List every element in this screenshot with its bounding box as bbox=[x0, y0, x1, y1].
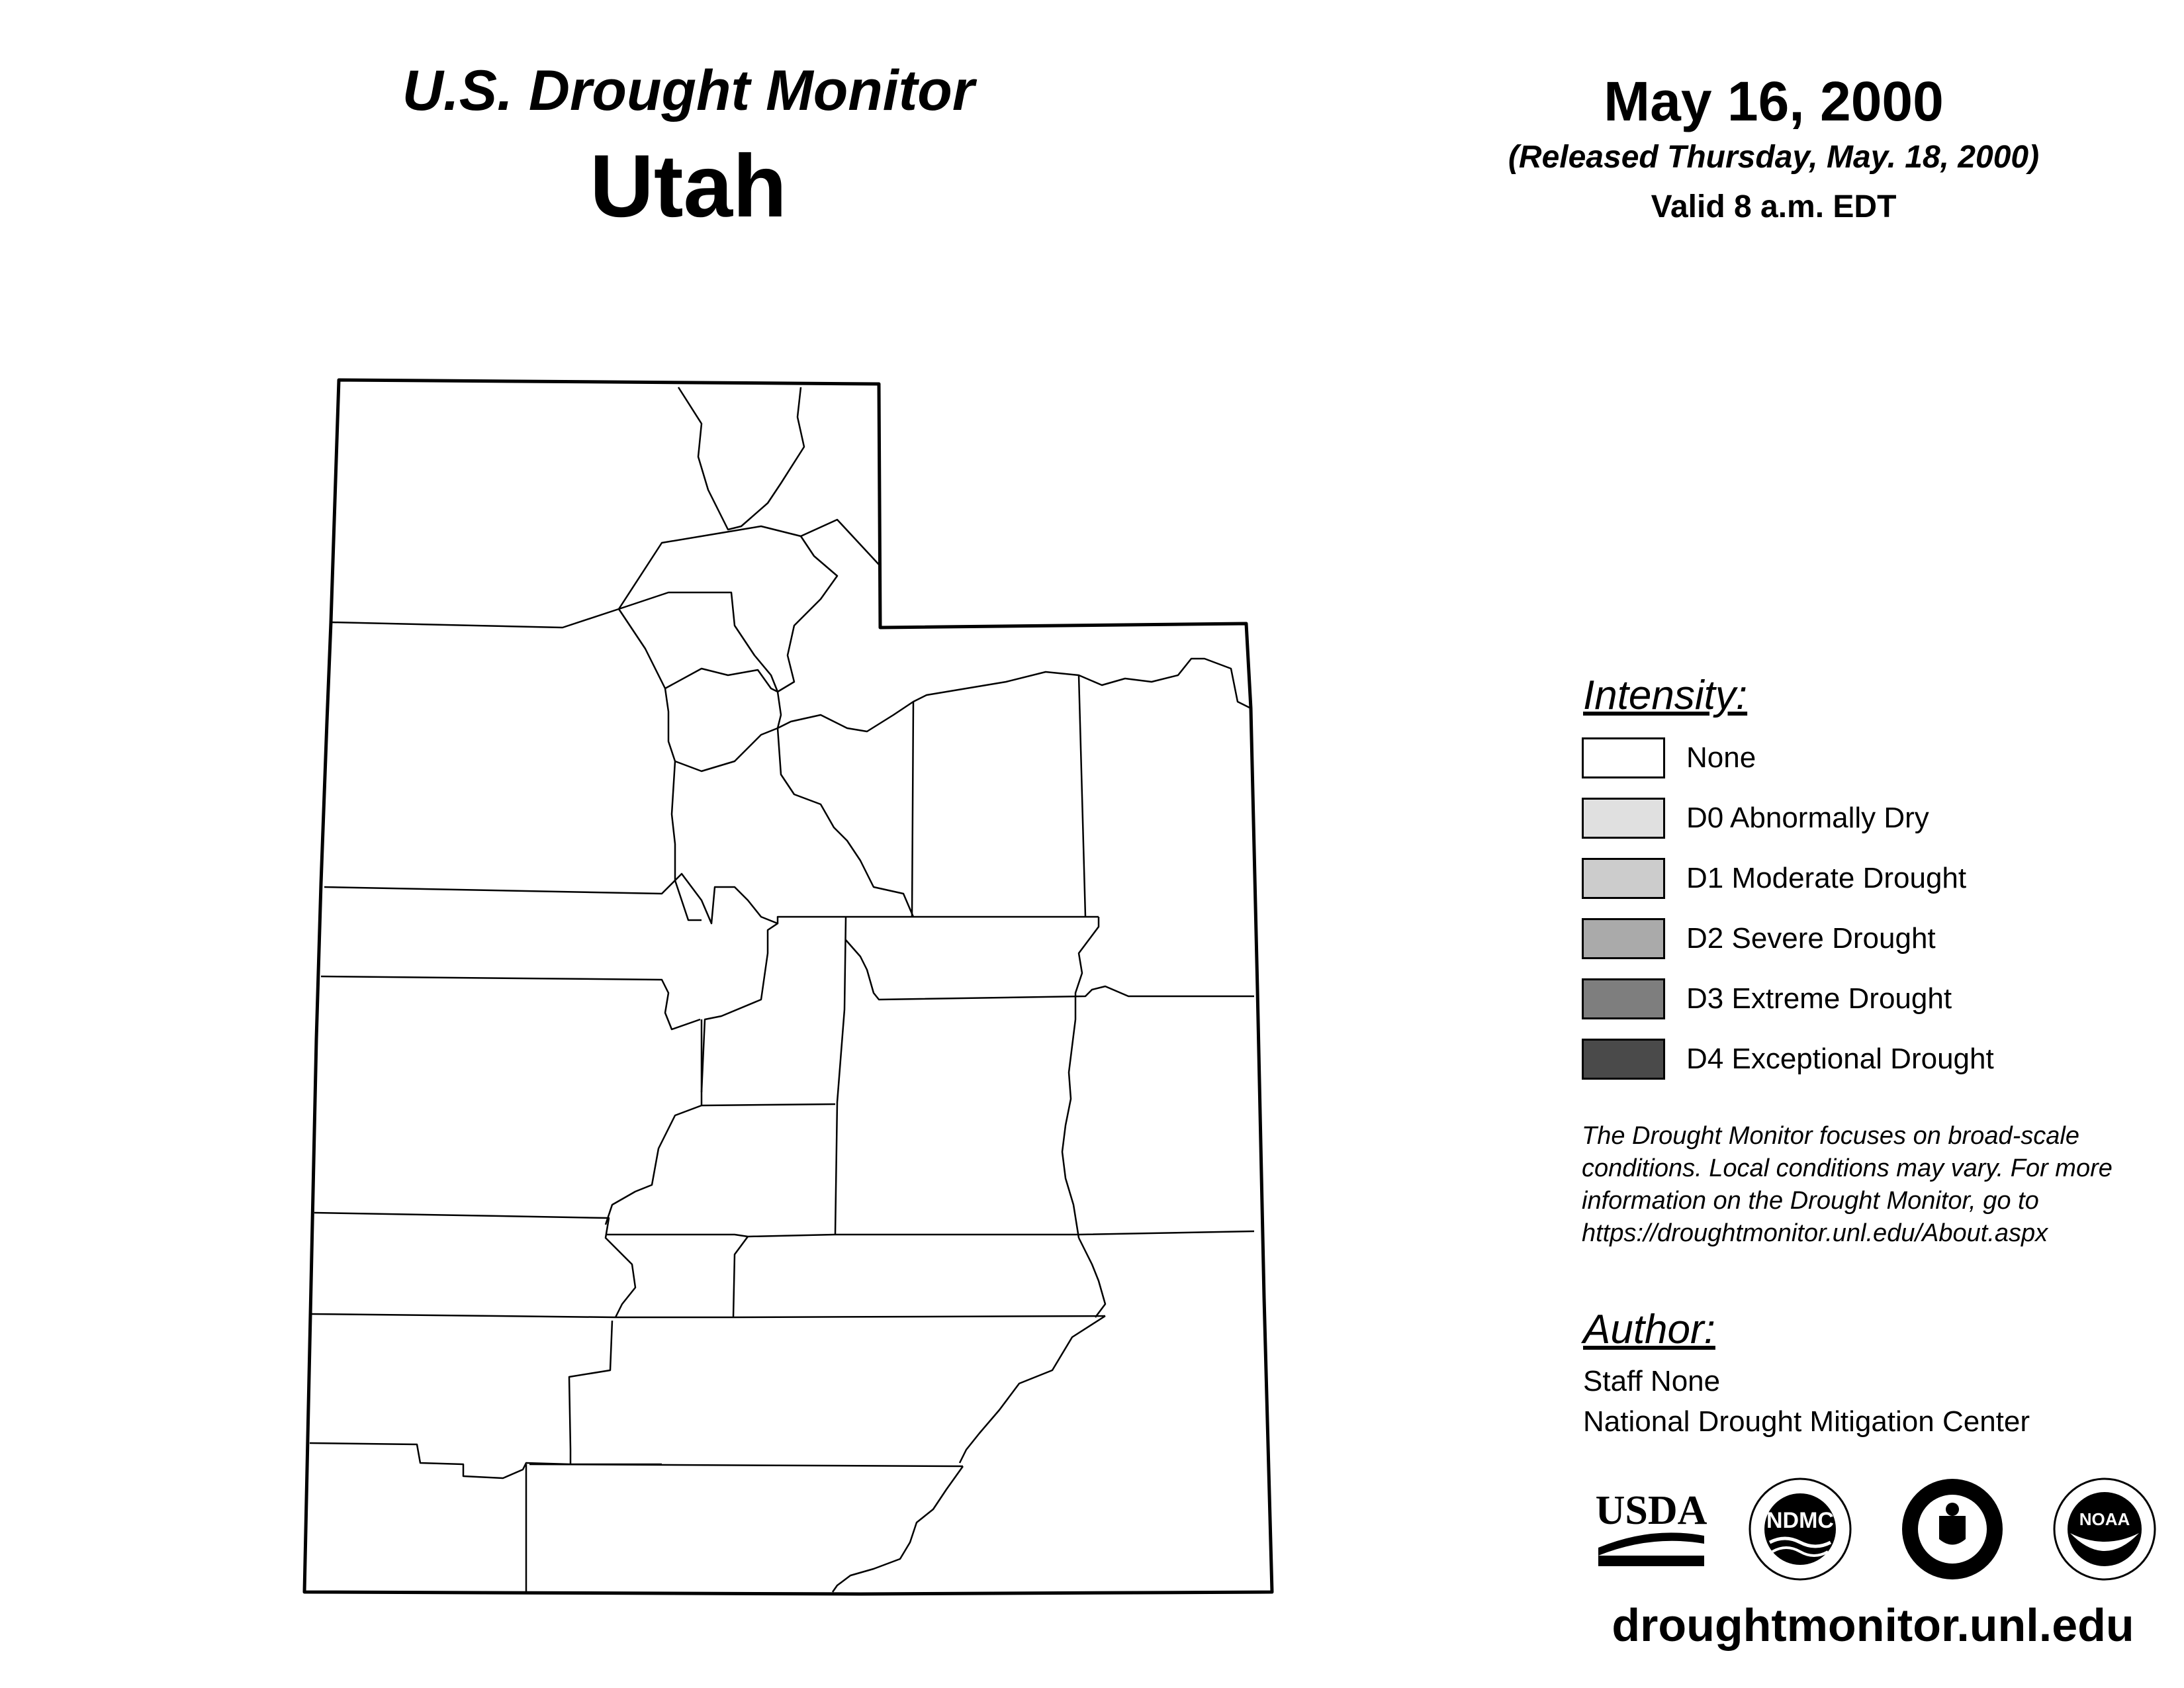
legend-swatch-d1 bbox=[1582, 858, 1665, 899]
legend-label: D4 Exceptional Drought bbox=[1686, 1043, 1994, 1075]
legend-label: D1 Moderate Drought bbox=[1686, 862, 1967, 894]
county-line bbox=[733, 1237, 748, 1317]
county-line bbox=[321, 976, 700, 1029]
county-line bbox=[912, 702, 913, 917]
county-line bbox=[619, 609, 675, 761]
valid-time: Valid 8 a.m. EDT bbox=[1651, 189, 1897, 224]
website-link[interactable]: droughtmonitor.unl.edu bbox=[1612, 1599, 2134, 1651]
note-line: conditions. Local conditions may vary. For more bbox=[1582, 1154, 2113, 1182]
county-line bbox=[960, 1316, 1105, 1463]
county-line bbox=[324, 874, 1099, 923]
legend-item-d0 bbox=[1582, 796, 1929, 840]
county-line bbox=[672, 761, 702, 920]
noaa-logo bbox=[2052, 1476, 2158, 1582]
state-outline bbox=[304, 380, 1272, 1594]
doc-seal-logo bbox=[1899, 1476, 2005, 1582]
legend-label: D3 Extreme Drought bbox=[1686, 982, 1952, 1015]
legend-item-d4 bbox=[1582, 1037, 1994, 1081]
county-line bbox=[606, 1019, 702, 1225]
county-line bbox=[665, 669, 781, 728]
county-line bbox=[331, 520, 880, 628]
disclaimer-note bbox=[1582, 1120, 2177, 1250]
ndmc-logo-text: NDMC bbox=[1766, 1508, 1834, 1533]
county-line bbox=[846, 940, 1254, 1000]
map-title: U.S. Drought Monitor bbox=[402, 59, 975, 122]
county-line bbox=[314, 1213, 635, 1317]
usda-logo bbox=[1592, 1489, 1711, 1569]
legend-item-none bbox=[1582, 736, 1756, 780]
map-date: May 16, 2000 bbox=[1604, 70, 1944, 132]
state-name: Utah bbox=[590, 137, 787, 236]
legend-label: D0 Abnormally Dry bbox=[1686, 802, 1929, 834]
legend-swatch-d4 bbox=[1582, 1039, 1665, 1080]
note-line: information on the Drought Monitor, go to bbox=[1582, 1187, 2039, 1215]
author-name: Staff None bbox=[1583, 1365, 1721, 1397]
noaa-logo-text: NOAA bbox=[2079, 1509, 2130, 1529]
county-line bbox=[702, 923, 778, 1092]
county-line bbox=[1062, 917, 1099, 1238]
author-title: Author: bbox=[1583, 1307, 1715, 1352]
county-line bbox=[702, 1104, 835, 1105]
county-line bbox=[1079, 675, 1085, 917]
ndmc-logo bbox=[1747, 1476, 1853, 1582]
legend-label: D2 Severe Drought bbox=[1686, 922, 1936, 955]
author-org: National Drought Mitigation Center bbox=[1583, 1405, 2030, 1438]
county-line bbox=[619, 592, 778, 692]
legend-swatch-d3 bbox=[1582, 978, 1665, 1019]
usda-logo-text: USDA bbox=[1595, 1489, 1707, 1533]
county-line bbox=[835, 917, 846, 1235]
county-line bbox=[310, 1443, 662, 1478]
county-line bbox=[311, 1314, 1105, 1317]
note-line: The Drought Monitor focuses on broad-scale bbox=[1582, 1122, 2079, 1150]
legend-item-d3 bbox=[1582, 977, 1952, 1021]
county-line bbox=[529, 1464, 963, 1466]
county-line bbox=[1079, 1238, 1105, 1317]
county-line bbox=[778, 536, 837, 692]
legend-title: Intensity: bbox=[1583, 673, 1748, 718]
county-line bbox=[606, 1231, 1254, 1237]
county-line bbox=[833, 1466, 963, 1592]
county-line bbox=[778, 728, 913, 917]
legend-swatch-d0 bbox=[1582, 798, 1665, 839]
legend-swatch-none bbox=[1582, 737, 1665, 778]
legend-item-d2 bbox=[1582, 917, 1936, 961]
note-link[interactable]: https://droughtmonitor.unl.edu/About.aspx bbox=[1582, 1219, 2048, 1247]
county-line bbox=[678, 387, 804, 530]
release-date: (Released Thursday, May. 18, 2000) bbox=[1508, 140, 2040, 175]
legend-swatch-d2 bbox=[1582, 918, 1665, 959]
legend-item-d1 bbox=[1582, 857, 1966, 900]
county-line bbox=[569, 1321, 612, 1450]
legend-label: None bbox=[1686, 741, 1756, 774]
